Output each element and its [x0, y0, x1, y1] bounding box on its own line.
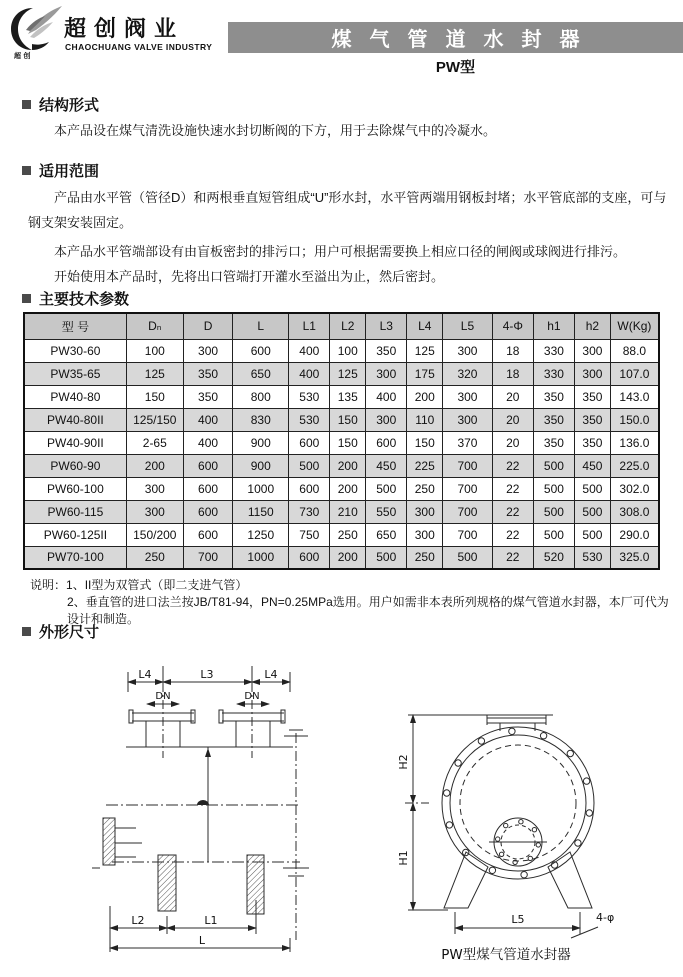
table-cell: 200	[407, 385, 443, 408]
table-cell: 500	[533, 477, 574, 500]
table-cell: 330	[533, 362, 574, 385]
table-cell: 350	[575, 431, 611, 454]
col-header: L5	[443, 313, 493, 339]
note-item-2: 2、垂直管的进口法兰按JB/T81-94，PN=0.25MPa选用。用户如需非本表所列规格的煤气管道水封器，本厂可代为设计和制造。	[67, 595, 669, 626]
table-cell: 300	[366, 362, 407, 385]
section-heading-dimensions	[22, 621, 99, 642]
col-header: 型 号	[24, 313, 126, 339]
table-cell: 450	[575, 454, 611, 477]
table-cell: 300	[366, 408, 407, 431]
col-header: L3	[366, 313, 407, 339]
table-cell: 700	[443, 500, 493, 523]
table-cell: 136.0	[610, 431, 659, 454]
table-cell: PW40-80	[24, 385, 126, 408]
table-cell: 150	[407, 431, 443, 454]
dim-label-l3: L3	[200, 668, 214, 681]
table-cell: 500	[366, 546, 407, 569]
table-cell: 125/150	[126, 408, 183, 431]
table-cell: 300	[443, 339, 493, 362]
table-cell: PW30-60	[24, 339, 126, 362]
table-row	[24, 546, 659, 569]
table-row	[24, 454, 659, 477]
table-row	[24, 339, 659, 362]
table-cell: 500	[533, 500, 574, 523]
table-cell: 2-65	[126, 431, 183, 454]
table-cell: 600	[289, 546, 330, 569]
table-cell: 200	[330, 454, 366, 477]
company-name-cn: 超创阀业	[64, 16, 185, 41]
table-cell: 125	[330, 362, 366, 385]
table-cell: 150/200	[126, 523, 183, 546]
table-cell: 125	[126, 362, 183, 385]
table-cell: 22	[492, 546, 533, 569]
table-cell: 300	[407, 523, 443, 546]
table-row	[24, 362, 659, 385]
table-cell: 600	[233, 339, 289, 362]
table-cell: 900	[233, 431, 289, 454]
table-cell: PW70-100	[24, 546, 126, 569]
param-table	[23, 312, 660, 570]
table-cell: 22	[492, 500, 533, 523]
table-cell: 600	[183, 477, 233, 500]
drawing-caption: PW型煤气管道水封器	[441, 947, 571, 963]
table-row	[24, 523, 659, 546]
table-cell: 350	[183, 362, 233, 385]
end-view-labels	[397, 754, 614, 963]
table-cell: 370	[443, 431, 493, 454]
table-cell: 320	[443, 362, 493, 385]
logo-mark-text: 超 创	[14, 52, 31, 60]
table-cell: 150.0	[610, 408, 659, 431]
section-heading-parameters	[22, 288, 129, 309]
table-cell: 125	[407, 339, 443, 362]
table-cell: 300	[575, 339, 611, 362]
table-cell: 600	[183, 523, 233, 546]
table-cell: 600	[183, 454, 233, 477]
dim-label-l5: L5	[511, 913, 525, 926]
table-cell: 400	[183, 408, 233, 431]
table-cell: 350	[366, 339, 407, 362]
table-cell: 20	[492, 431, 533, 454]
table-cell: 500	[366, 477, 407, 500]
heading-text: 适用范围	[39, 163, 100, 180]
table-cell: 1000	[233, 477, 289, 500]
section-heading-structure	[22, 94, 99, 115]
table-cell: 500	[533, 523, 574, 546]
table-row	[24, 477, 659, 500]
table-cell: 700	[443, 454, 493, 477]
dim-label-dn-right: DN	[244, 691, 260, 702]
table-cell: PW60-100	[24, 477, 126, 500]
table-cell: 300	[126, 477, 183, 500]
dim-label-l1: L1	[204, 914, 218, 927]
outline-drawings	[0, 645, 683, 975]
scope-paragraph-2: 本产品水平管端部设有由盲板密封的排污口；用户可根据需要换上相应口径的闸阀或球阀进行排污。	[54, 244, 627, 259]
table-cell: 1000	[233, 546, 289, 569]
table-cell: 650	[366, 523, 407, 546]
table-cell: PW40-80II	[24, 408, 126, 431]
note-item-1: 1、II型为双管式（即二支进气管）	[66, 578, 248, 592]
table-cell: 225	[407, 454, 443, 477]
bullet-square-icon	[22, 294, 31, 303]
col-header: h2	[575, 313, 611, 339]
table-cell: 830	[233, 408, 289, 431]
col-header: W(Kg)	[610, 313, 659, 339]
table-cell: 400	[289, 339, 330, 362]
table-cell: 22	[492, 477, 533, 500]
table-cell: 300	[407, 500, 443, 523]
table-cell: 300	[575, 362, 611, 385]
table-cell: 200	[330, 477, 366, 500]
table-cell: 175	[407, 362, 443, 385]
table-cell: 325.0	[610, 546, 659, 569]
table-row	[24, 500, 659, 523]
bullet-square-icon	[22, 627, 31, 636]
table-cell: 700	[443, 523, 493, 546]
bullet-square-icon	[22, 100, 31, 109]
side-view-drawing	[92, 666, 309, 952]
table-cell: 700	[183, 546, 233, 569]
section-heading-scope	[22, 160, 99, 181]
table-cell: 730	[289, 500, 330, 523]
bullet-square-icon	[22, 166, 31, 175]
table-cell: 18	[492, 362, 533, 385]
table-cell: 350	[575, 408, 611, 431]
company-name-en: CHAOCHUANG VALVE INDUSTRY	[65, 42, 213, 52]
notes-block	[30, 577, 675, 628]
table-cell: 135	[330, 385, 366, 408]
structure-paragraph: 本产品设在煤气清洗设施快速水封切断阀的下方，用于去除煤气中的冷凝水。	[54, 123, 497, 138]
dim-label-l4-left: L4	[138, 668, 152, 681]
heading-text: 主要技术参数	[39, 291, 130, 308]
table-cell: 250	[330, 523, 366, 546]
table-cell: 143.0	[610, 385, 659, 408]
table-cell: 300	[126, 500, 183, 523]
table-cell: 107.0	[610, 362, 659, 385]
table-cell: 200	[126, 454, 183, 477]
table-body	[24, 339, 659, 569]
col-header: L1	[289, 313, 330, 339]
table-cell: 100	[330, 339, 366, 362]
table-cell: 500	[575, 477, 611, 500]
table-cell: 300	[443, 385, 493, 408]
table-cell: 400	[366, 385, 407, 408]
heading-text: 外形尺寸	[39, 624, 100, 641]
table-cell: PW60-115	[24, 500, 126, 523]
table-cell: 225.0	[610, 454, 659, 477]
table-cell: 350	[533, 408, 574, 431]
col-header: 4-Φ	[492, 313, 533, 339]
table-cell: 110	[407, 408, 443, 431]
table-cell: 600	[366, 431, 407, 454]
table-cell: 100	[126, 339, 183, 362]
model-subtitle: PW型	[435, 59, 476, 76]
table-cell: 150	[126, 385, 183, 408]
table-cell: 1150	[233, 500, 289, 523]
table-cell: 302.0	[610, 477, 659, 500]
table-cell: 210	[330, 500, 366, 523]
dim-label-h1: H1	[397, 850, 410, 866]
table-cell: 750	[289, 523, 330, 546]
table-cell: 500	[533, 454, 574, 477]
table-cell: 500	[575, 500, 611, 523]
table-cell: 20	[492, 408, 533, 431]
col-header: Dₙ	[126, 313, 183, 339]
table-cell: 600	[289, 431, 330, 454]
table-cell: 22	[492, 454, 533, 477]
table-cell: 20	[492, 385, 533, 408]
end-view-drawing	[405, 715, 598, 938]
dim-label-l4-right: L4	[264, 668, 278, 681]
col-header: D	[183, 313, 233, 339]
table-cell: 18	[492, 339, 533, 362]
page-title: 煤气管道水封器	[228, 22, 683, 53]
table-cell: 308.0	[610, 500, 659, 523]
table-cell: 600	[183, 500, 233, 523]
table-cell: 290.0	[610, 523, 659, 546]
table-cell: 550	[366, 500, 407, 523]
company-logo	[6, 4, 64, 60]
dim-label-dn-left: DN	[155, 691, 171, 702]
table-cell: PW40-90II	[24, 431, 126, 454]
table-cell: 450	[366, 454, 407, 477]
table-cell: 150	[330, 431, 366, 454]
table-cell: PW35-65	[24, 362, 126, 385]
table-cell: 300	[183, 339, 233, 362]
heading-text: 结构形式	[39, 97, 100, 114]
table-cell: PW60-90	[24, 454, 126, 477]
table-cell: 900	[233, 454, 289, 477]
table-cell: 600	[289, 477, 330, 500]
col-header: L	[233, 313, 289, 339]
table-cell: 88.0	[610, 339, 659, 362]
table-cell: 250	[126, 546, 183, 569]
col-header: L2	[330, 313, 366, 339]
table-cell: 1250	[233, 523, 289, 546]
dim-label-l2: L2	[131, 914, 145, 927]
table-header-row	[24, 313, 659, 339]
table-cell: 650	[233, 362, 289, 385]
table-cell: 530	[289, 385, 330, 408]
dim-label-bolt-holes: 4-φ	[596, 911, 615, 924]
notes-prefix: 说明：	[30, 578, 67, 592]
table-cell: 300	[443, 408, 493, 431]
table-cell: 400	[183, 431, 233, 454]
table-cell: 200	[330, 546, 366, 569]
dim-label-h2: H2	[397, 754, 410, 770]
table-cell: 800	[233, 385, 289, 408]
table-row	[24, 385, 659, 408]
table-row	[24, 431, 659, 454]
table-cell: 250	[407, 477, 443, 500]
table-row	[24, 408, 659, 431]
dimension-drawing-svg	[0, 645, 683, 975]
scope-paragraph-3: 开始使用本产品时，先将出口管端打开灌水至溢出为止，然后密封。	[54, 269, 445, 284]
scope-paragraph-1: 产品由水平管（管径D）和两根垂直短管组成“U”形水封，水平管两端用钢板封堵；水平管底部的支座，可与钢支架安装固定。	[28, 190, 667, 230]
table-cell: 250	[407, 546, 443, 569]
col-header: L4	[407, 313, 443, 339]
table-cell: 500	[289, 454, 330, 477]
table-cell: 400	[289, 362, 330, 385]
table-cell: 150	[330, 408, 366, 431]
table-cell: 700	[443, 477, 493, 500]
table-cell: 500	[575, 523, 611, 546]
table-cell: 500	[443, 546, 493, 569]
flange-bolts	[444, 728, 593, 878]
table-cell: 330	[533, 339, 574, 362]
table-cell: 350	[533, 385, 574, 408]
logo-mark-icon	[11, 6, 62, 50]
table-cell: 530	[289, 408, 330, 431]
table-cell: 350	[533, 431, 574, 454]
table-cell: 350	[575, 385, 611, 408]
table-cell: 350	[183, 385, 233, 408]
table-cell: 22	[492, 523, 533, 546]
dim-label-l: L	[198, 934, 206, 947]
col-header: h1	[533, 313, 574, 339]
table-cell: 530	[575, 546, 611, 569]
note-line-1	[30, 577, 675, 594]
table-cell: PW60-125II	[24, 523, 126, 546]
table-cell: 520	[533, 546, 574, 569]
